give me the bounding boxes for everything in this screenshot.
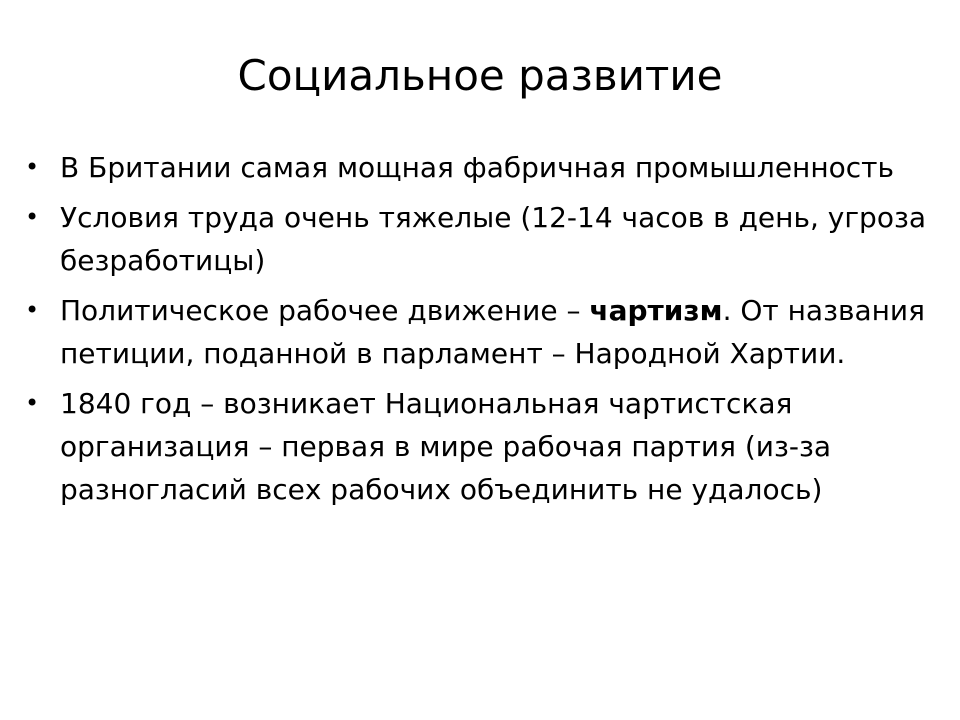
bullet-text-bold-term: чартизм <box>589 294 723 327</box>
bullet-list <box>24 146 936 518</box>
bullet-item-factory <box>24 146 936 189</box>
bullet-text-before: Политическое рабочее движение – <box>60 294 590 327</box>
bullet-text: Условия труда очень тяжелые (12-14 часов в день, угроза безработицы) <box>60 201 926 277</box>
bullet-item-1840 <box>24 382 936 511</box>
bullet-text: 1840 год – возникает Национальная чартистская организация – первая в мире рабочая партия (из-за разногласий всех рабочих объединить не удалось) <box>60 387 831 506</box>
bullet-dot-icon: • <box>25 203 40 231</box>
bullet-dot-icon: • <box>25 296 40 324</box>
bullet-item-chartism <box>24 289 936 375</box>
bullet-item-working-conditions <box>24 196 936 282</box>
bullet-text: В Британии самая мощная фабричная промышленность <box>60 151 894 184</box>
bullet-dot-icon: • <box>25 153 40 181</box>
slide-title: Социальное развитие <box>237 51 723 100</box>
bullet-dot-icon: • <box>25 389 40 417</box>
bullet-text-after: . От названия петиции, поданной в парламент – Народной Хартии. <box>60 294 925 370</box>
